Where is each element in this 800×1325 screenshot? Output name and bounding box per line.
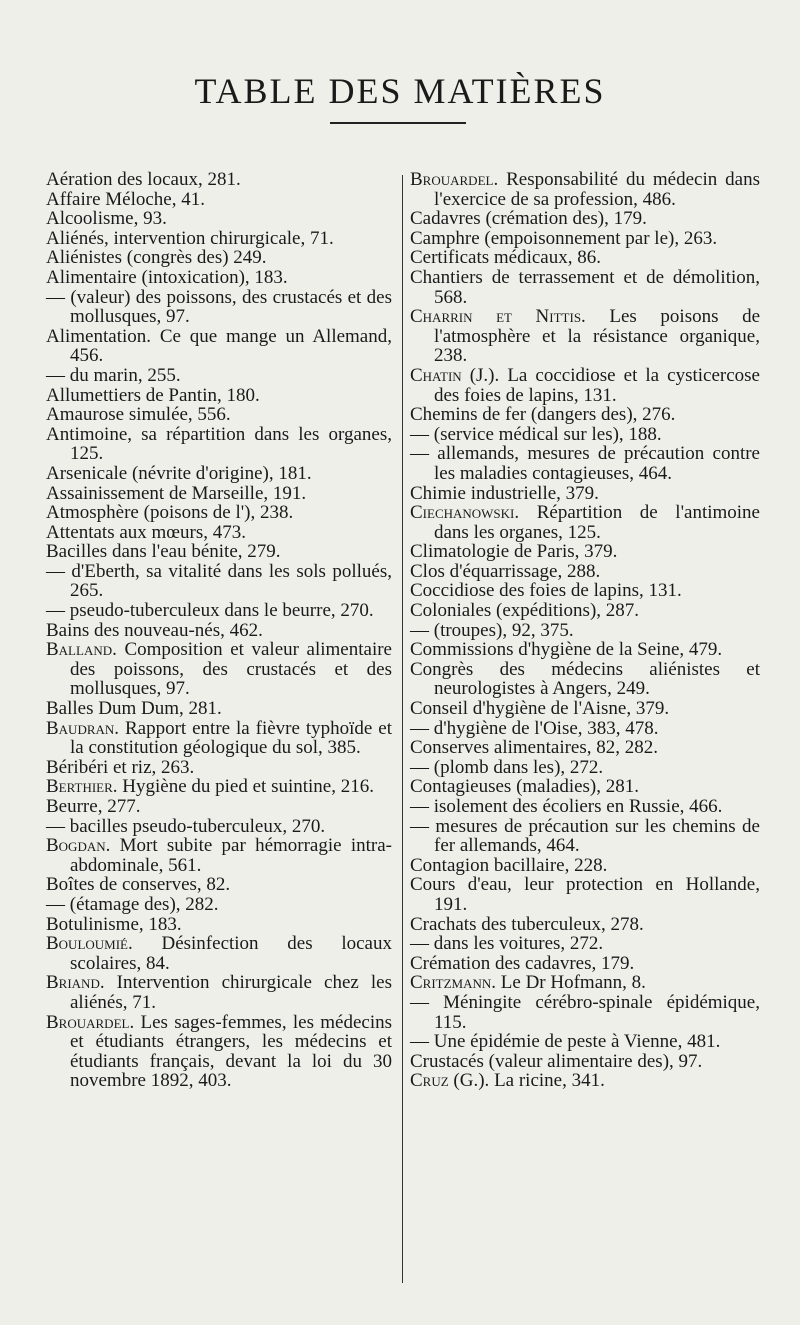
entry-author: Bogdan. (46, 835, 111, 857)
entry-author: Briand. (46, 972, 105, 994)
entry-author: Brouardel. (410, 169, 499, 190)
entry-text: Botulinisme, 183. (46, 913, 182, 935)
entry-text: — dans les voitures, 272. (410, 933, 604, 955)
index-entry (46, 503, 392, 523)
entry-text: Les sages-femmes, les médecins et étudiants étrangers, les médecins et étudiants français, devant la loi du 30 novembre 1892, 403. (70, 1011, 392, 1092)
entry-text: Aliénés, intervention chirurgicale, 71. (46, 227, 334, 249)
entry-text: Conseil d'hygiène de l'Aisne, 379. (410, 698, 670, 720)
title-rule (330, 122, 466, 124)
entry-text: Clos d'équarrissage, 288. (410, 560, 601, 582)
entry-text: Affaire Méloche, 41. (46, 188, 205, 210)
entry-text: Responsabilité du médecin dans l'exercice de sa profession, 486. (434, 169, 760, 210)
index-column-right (410, 170, 760, 1091)
entry-text: Hygiène du pied et suintine, 216. (117, 776, 374, 798)
index-entry (46, 386, 392, 406)
index-entry (410, 777, 760, 797)
index-entry (410, 601, 760, 621)
entry-text: Coloniales (expéditions), 287. (410, 600, 640, 622)
index-entry (410, 856, 760, 876)
index-entry (46, 875, 392, 895)
index-entry (46, 915, 392, 935)
entry-text: Conserves alimentaires, 82, 282. (410, 737, 659, 759)
index-entry (410, 621, 760, 641)
entry-text: — allemands, mesures de précaution contre les maladies contagieuses, 464. (410, 443, 760, 484)
index-entry (46, 934, 392, 973)
entry-text: Allumettiers de Pantin, 180. (46, 384, 260, 406)
index-entry (46, 425, 392, 464)
index-entry (46, 973, 392, 1012)
index-entry (46, 817, 392, 837)
entry-text: Bacilles dans l'eau bénite, 279. (46, 541, 281, 563)
entry-text: — isolement des écoliers en Russie, 466. (410, 796, 723, 817)
index-entry (410, 640, 760, 660)
index-entry (410, 248, 760, 268)
index-entry (46, 699, 392, 719)
entry-text: — (plomb dans les), 272. (410, 756, 604, 778)
entry-text: — d'hygiène de l'Oise, 383, 478. (410, 717, 659, 739)
entry-text: Chimie industrielle, 379. (410, 482, 599, 504)
entry-text: Amaurose simulée, 556. (46, 404, 231, 426)
index-entry (410, 1071, 760, 1091)
index-entry (46, 229, 392, 249)
index-entry (410, 366, 760, 405)
index-entry (46, 836, 392, 875)
index-entry (46, 268, 392, 288)
entry-text: Désinfection des locaux scolaires, 84. (70, 933, 392, 974)
index-entry (410, 268, 760, 307)
entry-text: Contagieuses (maladies), 281. (410, 776, 640, 798)
entry-text: — (valeur) des poissons, des crustacés et des mollusques, 97. (46, 286, 392, 328)
index-entry (46, 190, 392, 210)
index-entry (410, 758, 760, 778)
index-entry (46, 209, 392, 229)
index-entry (410, 405, 760, 425)
entry-text: Mort subite par hémorragie intra-abdominale, 561. (70, 835, 392, 876)
index-entry (46, 523, 392, 543)
entry-text: — (troupes), 92, 375. (410, 619, 574, 641)
entry-text: Béribéri et riz, 263. (46, 756, 195, 778)
index-entry (410, 484, 760, 504)
index-entry (410, 817, 760, 856)
entry-text: La ricine, 341. (489, 1070, 605, 1092)
index-entry (410, 1032, 760, 1052)
entry-text: Répartition de l'antimoine dans les organes, 125. (434, 502, 760, 543)
index-entry (410, 1052, 760, 1072)
index-entry (410, 503, 760, 542)
index-entry (410, 170, 760, 209)
entry-author: Bouloumié. (46, 933, 133, 955)
entry-text: Aliénistes (congrès des) 249. (46, 247, 267, 269)
column-divider (402, 175, 403, 1283)
index-entry (410, 993, 760, 1032)
index-entry (46, 777, 392, 797)
entry-text: — bacilles pseudo-tuberculeux, 270. (46, 815, 326, 837)
index-entry (410, 581, 760, 601)
entry-text: Chantiers de terrassement et de démolition, 568. (410, 266, 760, 308)
entry-text: Boîtes de conserves, 82. (46, 874, 231, 896)
index-entry (46, 248, 392, 268)
page-title: TABLE DES MATIÈRES (194, 71, 606, 112)
entry-text: Beurre, 277. (46, 796, 141, 817)
entry-text: — mesures de précaution sur les chemins de fer allemands, 464. (410, 815, 760, 857)
index-entry (46, 895, 392, 915)
index-entry (410, 954, 760, 974)
index-entry (410, 425, 760, 445)
index-entry (46, 405, 392, 425)
entry-text: Contagion bacillaire, 228. (410, 854, 608, 876)
entry-text: Le Dr Hofmann, 8. (496, 972, 646, 994)
entry-text: Crustacés (valeur alimentaire des), 97. (410, 1050, 703, 1072)
index-entry (410, 934, 760, 954)
entry-text: Alimentaire (intoxication), 183. (46, 266, 288, 288)
entry-text: — Méningite cérébro-spinale épidémique, 115. (410, 991, 760, 1033)
entry-text: Atmosphère (poisons de l'), 238. (46, 502, 294, 524)
index-entry (46, 542, 392, 562)
entry-text: — Une épidémie de peste à Vienne, 481. (410, 1031, 721, 1053)
index-entry (46, 621, 392, 641)
entry-text: — (étamage des), 282. (46, 893, 219, 915)
entry-author: Balland. (46, 639, 117, 661)
index-entry (410, 973, 760, 993)
entry-text: Commissions d'hygiène de la Seine, 479. (410, 639, 723, 661)
entry-text: Cadavres (crémation des), 179. (410, 208, 647, 230)
index-entry (410, 719, 760, 739)
index-entry (410, 699, 760, 719)
entry-text: Coccidiose des foies de lapins, 131. (410, 580, 682, 602)
index-entry (410, 915, 760, 935)
index-entry (410, 738, 760, 758)
index-entry (46, 366, 392, 386)
entry-author: Charrin et Nittis. (410, 306, 586, 328)
index-entry (46, 797, 392, 817)
entry-text: Aération des locaux, 281. (46, 169, 241, 190)
index-column-left (46, 170, 392, 1091)
entry-author: Ciechanowski. (410, 502, 520, 524)
index-entry (410, 229, 760, 249)
entry-text: La coccidiose et la cysticercose des foies de lapins, 131. (434, 364, 760, 406)
entry-text: — du marin, 255. (46, 364, 181, 386)
entry-author: Chatin (J.). (410, 364, 500, 386)
index-entry (410, 797, 760, 817)
index-entry (46, 288, 392, 327)
index-entry (46, 640, 392, 699)
entry-text: — pseudo-tuberculeux dans le beurre, 270. (46, 600, 374, 622)
index-entry (46, 464, 392, 484)
entry-text: Intervention chirurgicale chez les aliénés, 71. (70, 972, 392, 1013)
entry-text: Crachats des tuberculeux, 278. (410, 913, 644, 935)
entry-text: Cours d'eau, leur protection en Hollande, 191. (410, 874, 760, 915)
entry-author: Brouardel. (46, 1011, 135, 1033)
entry-text: — (service médical sur les), 188. (410, 423, 662, 445)
index-entry (46, 327, 392, 366)
index-entry (46, 484, 392, 504)
entry-text: Composition et valeur alimentaire des poissons, des crustacés et des mollusques, 97. (70, 639, 392, 700)
entry-text: Alcoolisme, 93. (46, 208, 167, 230)
index-entry (46, 601, 392, 621)
entry-author: Cruz (G.). (410, 1070, 490, 1092)
entry-text: Bains des nouveau-nés, 462. (46, 619, 263, 641)
entry-text: Chemins de fer (dangers des), 276. (410, 404, 676, 426)
entry-text: Arsenicale (névrite d'origine), 181. (46, 462, 312, 484)
entry-text: Camphre (empoisonnement par le), 263. (410, 227, 718, 249)
index-entry (46, 562, 392, 601)
index-entry (410, 307, 760, 366)
entry-text: — d'Eberth, sa vitalité dans les sols pollués, 265. (46, 560, 392, 602)
entry-author: Critzmann. (410, 972, 497, 994)
index-entry (46, 758, 392, 778)
index-entry (46, 170, 392, 190)
index-entry (410, 562, 760, 582)
index-entry (410, 660, 760, 699)
index-entry (410, 444, 760, 483)
entry-text: Rapport entre la fièvre typhoïde et la constitution géologique du sol, 385. (70, 717, 392, 759)
entry-text: Balles Dum Dum, 281. (46, 698, 222, 720)
entry-text: Attentats aux mœurs, 473. (46, 521, 247, 543)
entry-text: Congrès des médecins aliénistes et neurologistes à Angers, 249. (410, 658, 760, 700)
entry-text: Alimentation. Ce que mange un Allemand, 456. (46, 325, 392, 367)
entry-author: Berthier. (46, 776, 118, 798)
entry-text: Assainissement de Marseille, 191. (46, 482, 307, 504)
index-entry (46, 719, 392, 758)
index-entry (410, 542, 760, 562)
entry-text: Climatologie de Paris, 379. (410, 541, 618, 563)
entry-text: Les poisons de l'atmosphère et la résistance organique, 238. (434, 306, 760, 367)
entry-text: Antimoine, sa répartition dans les organes, 125. (46, 423, 392, 465)
entry-author: Baudran. (46, 717, 120, 739)
entry-text: Crémation des cadavres, 179. (410, 952, 635, 974)
index-entry (46, 1013, 392, 1091)
entry-text: Certificats médicaux, 86. (410, 247, 601, 269)
index-entry (410, 209, 760, 229)
index-entry (410, 875, 760, 914)
